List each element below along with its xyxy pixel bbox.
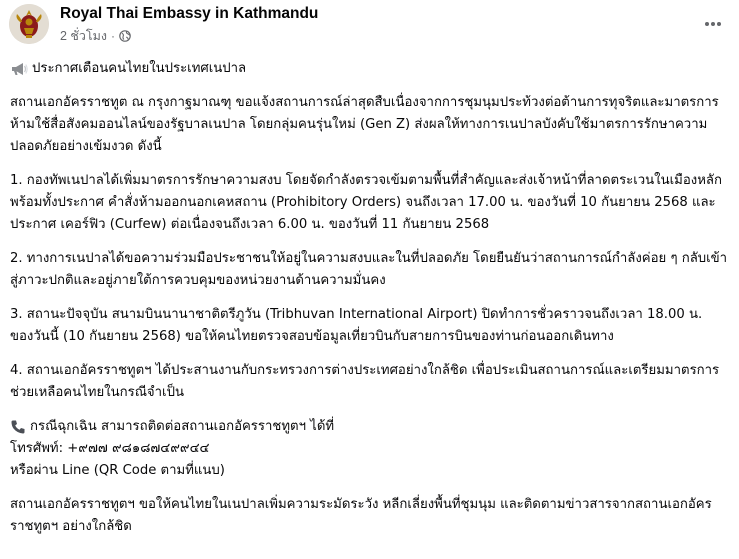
list-item-4: 4. สถานเอกอัครราชทูตฯ ได้ประสานงานกับกระทรวงการต่างประเทศอย่างใกล้ชิด เพื่อประเมินสถานการณ์และเตรียมมาตรการช่วยเหลือคนไทยในกรณีจำเป็น [10,363,720,400]
closing-paragraph: สถานเอกอัครราชทูตฯ ขอให้คนไทยในเนปาลเพิ่มความระมัดระวัง หลีกเลี่ยงพื้นที่ชุมนุม และติดตามข่าวสารจากสถานเอกอัครราชทูตฯ อย่างใกล้ชิด [10,497,712,534]
globe-icon[interactable] [119,30,131,42]
page-avatar[interactable] [9,4,49,44]
post-timestamp[interactable]: 2 ชั่วโมง [60,29,107,43]
emergency-line [10,416,728,438]
emergency-contact [10,416,728,482]
line-contact: หรือผ่าน Line (QR Code ตามที่แนบ) [10,463,225,478]
post-body [10,58,728,550]
phone-icon [10,419,26,435]
meta-separator: · [111,29,115,43]
post-meta [60,27,131,45]
list-item-3: 3. สถานะปัจจุบัน สนามบินนานาชาติตรีภูวัน (Tribhuvan International Airport) ปิดทำการชั่วคราวจนถึงเวลา 18.00 น. ของวันนี้ (10 กันยายน 2568) ขอให้คนไทยตรวจสอบข้อมูลเที่ยวบินกับสายการบินของท่านก่อนออกเดินทาง [10,307,703,344]
more-options-button[interactable] [699,10,727,38]
page-name[interactable]: Royal Thai Embassy in Kathmandu [60,5,319,22]
headline-text: ประกาศเตือนคนไทยในประเทศเนปาล [32,61,247,76]
post-header [0,0,739,58]
emergency-line-text: กรณีฉุกเฉิน สามารถติดต่อสถานเอกอัครราชทูตฯ ได้ที่ [30,419,335,434]
embassy-emblem-icon [9,4,49,44]
list-item-1: 1. กองทัพเนปาลได้เพิ่มมาตรการรักษาความสงบ โดยจัดกำลังตรวจเข้มตามพื้นที่สำคัญและส่งเจ้าหน้าที่ลาดตระเวนในเมืองหลัก พร้อมทั้งประกาศ คำสั่งห้ามออกนอกเคหสถาน (Prohibitory Orders) จนถึงเวลา 17.00 น. ของวันที่ 10 กันยายน 2568 และประกาศ เคอร์ฟิว (Curfew) ต่อเนื่องจนถึงเวลา 6.00 น. ของวันที่ 11 กันยายน 2568 [10,173,722,232]
list-item-2: 2. ทางการเนปาลได้ขอความร่วมมือประชาชนให้อยู่ในความสงบและในที่ปลอดภัย โดยยืนยันว่าสถานการณ์กำลังค่อย ๆ กลับเข้าสู่ภาวะปกติและอยู่ภายใต้การควบคุมของหน่วยงานด้านความมั่นคง [10,251,728,288]
intro-paragraph: สถานเอกอัครราชทูต ณ กรุงกาฐมาณฑุ ขอแจ้งสถานการณ์ล่าสุดสืบเนื่องจากการชุมนุมประท้วงต่อต้านการทุจริตและมาตรการห้ามใช้สื่อสังคมออนไลน์ของรัฐบาลเนปาล โดยกลุ่มคนรุ่นใหม่ (Gen Z) ส่งผลให้ทางการเนปาลบังคับใช้มาตรการรักษาความปลอดภัยอย่างเข้มงวด ดังนี้ [10,95,719,154]
more-horizontal-icon [703,14,723,34]
phone-number: โทรศัพท์: +๙๗๗ ๙๘๑๘๗๔๙๙๔๔ [10,441,210,456]
post-headline [10,58,728,80]
megaphone-icon [10,61,28,77]
